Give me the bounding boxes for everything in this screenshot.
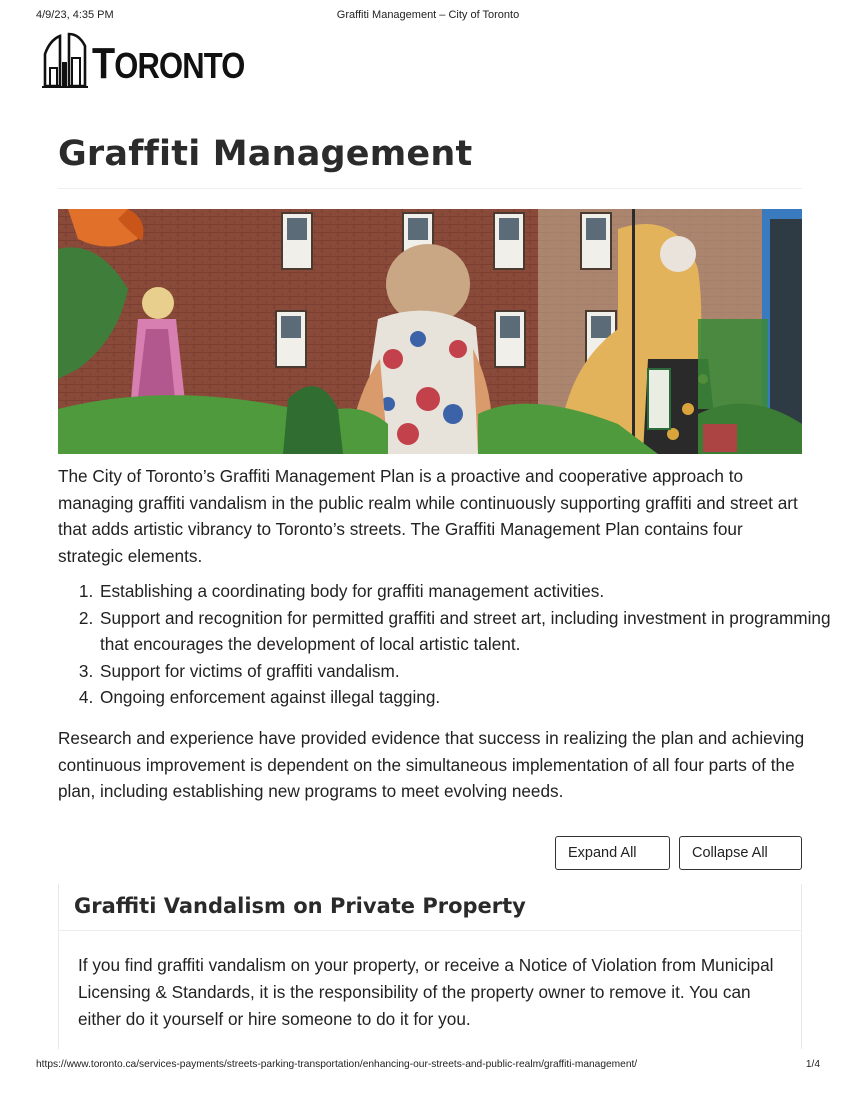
accordion-body: If you find graffiti vandalism on your property, or receive a Notice of Violation from Municipal Licensing & Standards, it is the responsibility of the property owner to remove it. You can either do it yourself or hire someone to do it for you. xyxy=(78,955,774,1029)
strategic-elements-list xyxy=(58,578,846,711)
accordion-right-border xyxy=(801,884,802,1049)
toronto-logo[interactable] xyxy=(42,30,269,88)
street-mural-image xyxy=(58,209,802,454)
print-header xyxy=(36,9,820,23)
list-item: 2. Support and recognition for permitted graffiti and street art, including investment in programming that encourages the development of local artistic talent. xyxy=(98,605,846,658)
collapse-all-button[interactable]: Collapse All xyxy=(679,836,802,870)
page-title: Graffiti Management xyxy=(58,134,473,174)
list-item: 3. Support for victims of graffiti vandalism. xyxy=(98,658,846,685)
list-item: 1. Establishing a coordinating body for graffiti management activities. xyxy=(98,578,846,605)
expand-all-button[interactable]: Expand All xyxy=(555,836,670,870)
print-datetime: 4/9/23, 4:35 PM xyxy=(36,9,114,21)
research-paragraph: Research and experience have provided evidence that success in realizing the plan and achieving continuous improvement is dependent on the simultaneous implementation of all four parts of the plan, including establishing new programs to meet evolving needs. xyxy=(58,728,805,801)
title-divider xyxy=(58,188,802,189)
toronto-wordmark: TORONTO xyxy=(92,39,245,88)
accordion-left-border xyxy=(58,884,59,1049)
print-page-title: Graffiti Management – City of Toronto xyxy=(336,9,520,21)
accordion-divider xyxy=(58,930,802,931)
accordion-panel xyxy=(58,884,802,1049)
list-item: 4. Ongoing enforcement against illegal tagging. xyxy=(98,684,846,711)
accordion-header[interactable]: Graffiti Vandalism on Private Property xyxy=(74,894,526,918)
page-url: https://www.toronto.ca/services-payments/streets-parking-transportation/enhancing-our-streets-and-public-realm/graffiti-management/ xyxy=(36,1059,638,1070)
page-number: 1/4 xyxy=(805,1059,820,1070)
city-hall-icon xyxy=(42,32,88,88)
intro-paragraph: The City of Toronto’s Graffiti Management Plan is a proactive and cooperative approach to managing graffiti vandalism in the public realm while continuously supporting graffiti and street art that adds artistic vibrancy to Toronto’s streets. The Graffiti Management Plan contains four strategic elements. xyxy=(58,466,798,566)
